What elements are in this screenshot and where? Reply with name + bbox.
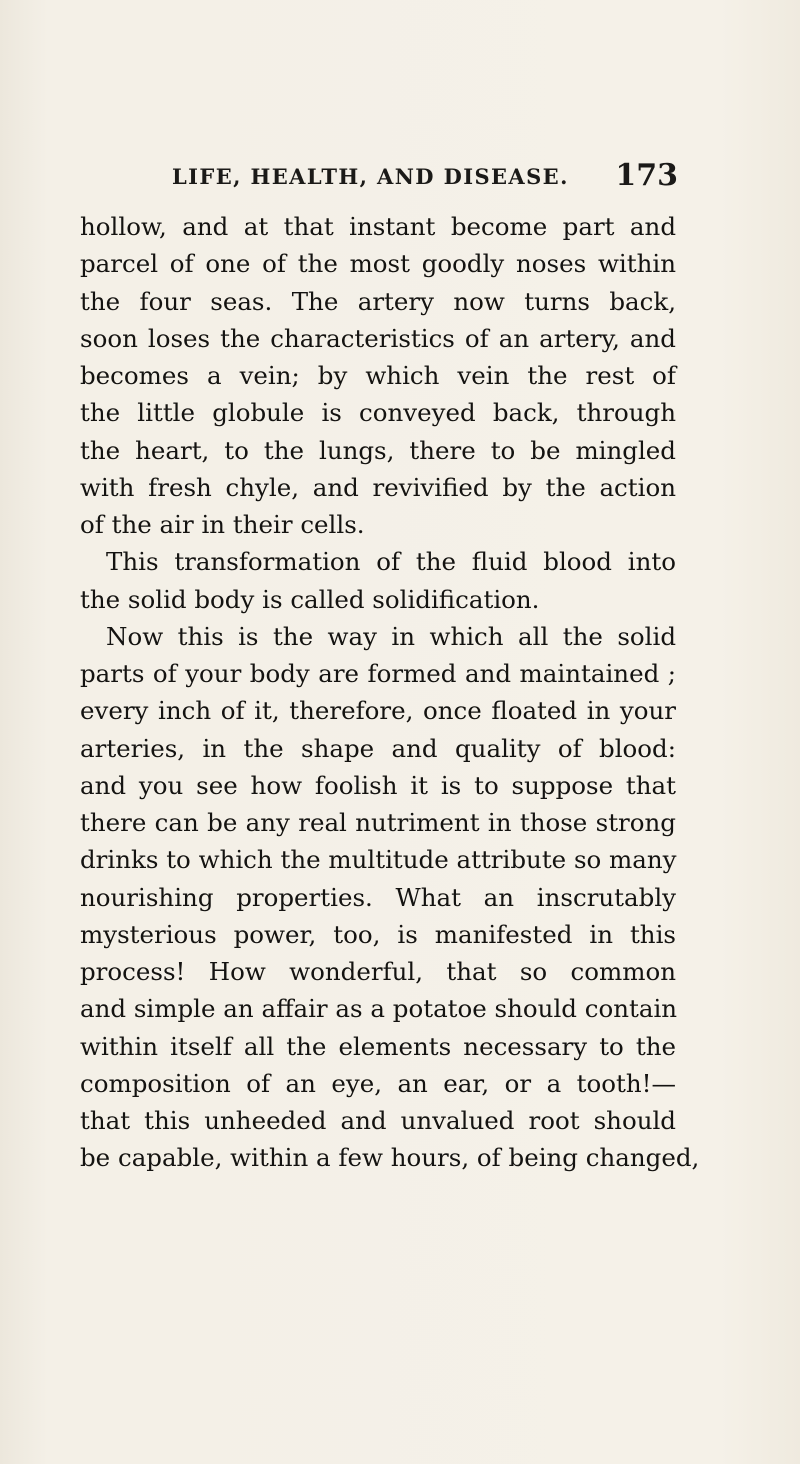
text-line: nourishing properties. What an inscrutably [80, 882, 676, 912]
text-line: hollow, and at that instant become part and [80, 212, 676, 241]
text-line: and simple an affair as a potatoe should contain [80, 994, 678, 1024]
text-line: that this unheeded and unvalued root should [80, 1106, 676, 1135]
text-line: the little globule is conveyed back, through [80, 398, 676, 428]
text-line: becomes a vein; by which vein the rest of [80, 361, 676, 390]
text-line: composition of an eye, an ear, or a tooth!— [80, 1068, 676, 1098]
text-line: the solid body is called solidification. [80, 584, 540, 614]
text-line: there can be any real nutriment in those strong [80, 808, 676, 837]
page-header [172, 158, 678, 198]
text-line: mysterious power, too, is manifested in this [80, 919, 676, 949]
text-line: within itself all the elements necessary to the [80, 1031, 676, 1061]
text-line: soon loses the characteristics of an artery, and [80, 323, 676, 353]
text-line: process! How wonderful, that so common [80, 957, 676, 986]
running-head: LIFE, HEALTH, AND DISEASE. [172, 164, 569, 189]
text-line: drinks to which the multitude attribute so many [80, 845, 677, 875]
text-line: Now this is the way in which all the solid [106, 621, 676, 651]
text-line: parts of your body are formed and maintained ; [80, 659, 676, 688]
text-line: of the air in their cells. [80, 510, 365, 539]
text-line: This transformation of the fluid blood into [106, 547, 676, 577]
text-line: parcel of one of the most goodly noses within [80, 249, 676, 279]
text-line: be capable, within a few hours, of being changed, [80, 1143, 700, 1173]
text-line: arteries, in the shape and quality of blood: [80, 733, 676, 763]
text-line: the four seas. The artery now turns back, [80, 286, 676, 316]
text-line: every inch of it, therefore, once floated in your [80, 696, 676, 726]
text-line: the heart, to the lungs, there to be mingled [80, 435, 676, 465]
text-line: and you see how foolish it is to suppose that [80, 770, 676, 800]
text-line: with fresh chyle, and revivified by the action [80, 472, 676, 502]
page-number: 173 [615, 158, 678, 193]
body-text [80, 208, 700, 1177]
